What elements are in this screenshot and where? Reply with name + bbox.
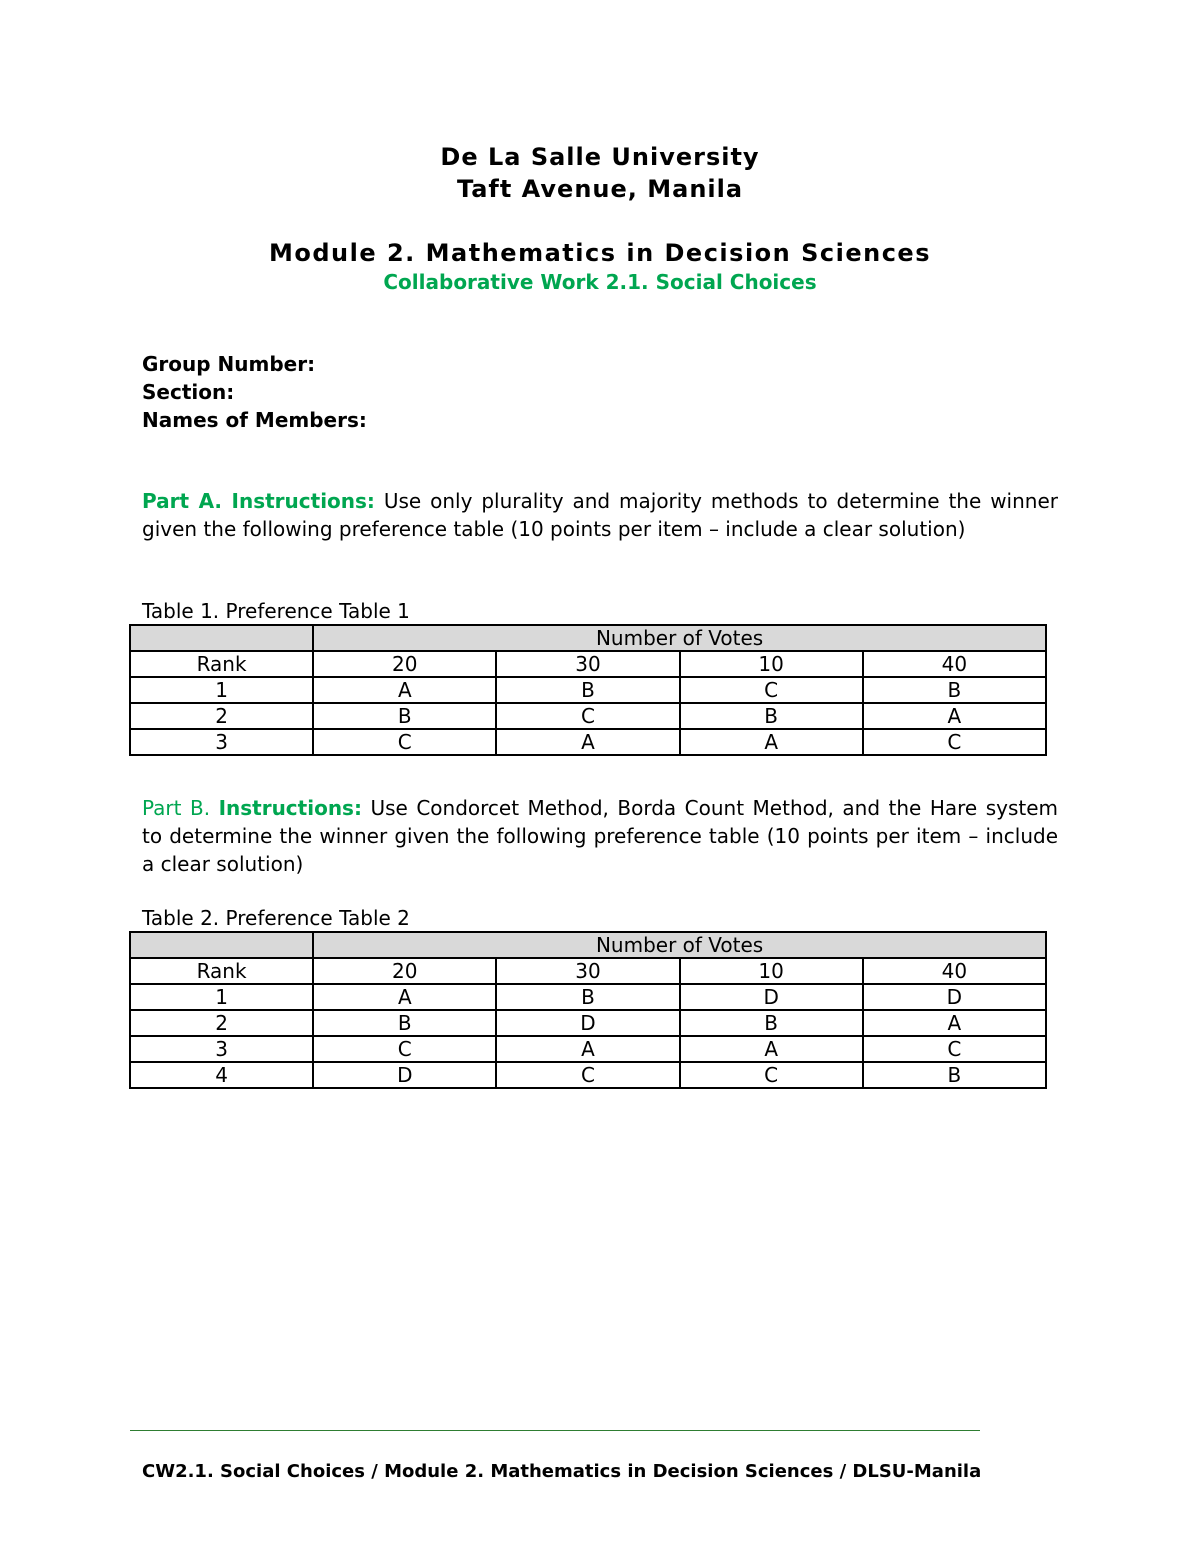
part-b-label: Part B.	[142, 796, 211, 820]
votes-cell: 20	[313, 958, 496, 984]
choice-cell: C	[863, 1036, 1046, 1062]
part-a-instructions	[142, 487, 1058, 543]
preference-table-2	[129, 931, 1047, 1089]
rank-cell: 1	[130, 984, 313, 1010]
part-a-label: Part A. Instructions:	[142, 489, 375, 513]
rank-cell: 2	[130, 1010, 313, 1036]
choice-cell: A	[680, 1036, 863, 1062]
choice-cell: B	[863, 677, 1046, 703]
footer-divider	[130, 1430, 980, 1431]
choice-cell: D	[863, 984, 1046, 1010]
choice-cell: A	[863, 703, 1046, 729]
votes-cell: 30	[496, 651, 679, 677]
rank-cell: 1	[130, 677, 313, 703]
choice-cell: A	[313, 984, 496, 1010]
table-row	[130, 677, 1046, 703]
page-footer: CW2.1. Social Choices / Module 2. Mathematics in Decision Sciences / DLSU-Manila	[142, 1461, 982, 1482]
choice-cell: C	[496, 703, 679, 729]
table-row	[130, 729, 1046, 755]
votes-cell: 30	[496, 958, 679, 984]
table-row	[130, 1010, 1046, 1036]
number-of-votes-header: Number of Votes	[313, 932, 1046, 958]
group-number-field: Group Number:	[142, 352, 316, 376]
rank-cell: 3	[130, 1036, 313, 1062]
table-row	[130, 984, 1046, 1010]
module-title: Module 2. Mathematics in Decision Sciences	[268, 239, 931, 267]
choice-cell: D	[496, 1010, 679, 1036]
university-address: Taft Avenue, Manila	[456, 175, 744, 203]
votes-cell: 10	[680, 651, 863, 677]
university-name: De La Salle University	[440, 143, 760, 171]
part-a-text: Use only plurality and majority methods to determine the winner given the following preference table (10 points per item – include a clear solution)	[142, 489, 1058, 541]
votes-cell: 20	[313, 651, 496, 677]
choice-cell: C	[313, 729, 496, 755]
rank-header: Rank	[130, 958, 313, 984]
choice-cell: A	[680, 729, 863, 755]
table-row	[130, 1062, 1046, 1088]
table2-caption: Table 2. Preference Table 2	[142, 906, 410, 930]
part-b-text: Use Condorcet Method, Borda Count Method, and the Hare system to determine the winner given the following preference table (10 points per item – include a clear solution)	[142, 796, 1059, 876]
choice-cell: A	[863, 1010, 1046, 1036]
votes-cell: 10	[680, 958, 863, 984]
preference-table-1	[129, 624, 1047, 756]
choice-cell: C	[313, 1036, 496, 1062]
table-header-row	[130, 932, 1046, 958]
choice-cell: B	[496, 677, 679, 703]
choice-cell: B	[680, 1010, 863, 1036]
table1-caption: Table 1. Preference Table 1	[142, 599, 410, 623]
blank-header-cell	[130, 932, 313, 958]
part-b-instructions-label: Instructions:	[218, 796, 362, 820]
section-field: Section:	[142, 380, 235, 404]
rank-cell: 3	[130, 729, 313, 755]
choice-cell: B	[313, 703, 496, 729]
choice-cell: A	[313, 677, 496, 703]
choice-cell: C	[863, 729, 1046, 755]
table-row	[130, 703, 1046, 729]
collab-work-title: Collaborative Work 2.1. Social Choices	[383, 270, 817, 294]
votes-cell: 40	[863, 651, 1046, 677]
number-of-votes-header: Number of Votes	[313, 625, 1046, 651]
votes-row	[130, 958, 1046, 984]
choice-cell: B	[313, 1010, 496, 1036]
part-b-instructions	[142, 794, 1058, 878]
choice-cell: C	[680, 677, 863, 703]
rank-cell: 2	[130, 703, 313, 729]
choice-cell: A	[496, 729, 679, 755]
names-of-members-field: Names of Members:	[142, 408, 367, 432]
choice-cell: C	[496, 1062, 679, 1088]
choice-cell: D	[313, 1062, 496, 1088]
choice-cell: B	[496, 984, 679, 1010]
table-header-row	[130, 625, 1046, 651]
choice-cell: D	[680, 984, 863, 1010]
blank-header-cell	[130, 625, 313, 651]
choice-cell: C	[680, 1062, 863, 1088]
choice-cell: B	[680, 703, 863, 729]
choice-cell: B	[863, 1062, 1046, 1088]
choice-cell: A	[496, 1036, 679, 1062]
votes-cell: 40	[863, 958, 1046, 984]
votes-row	[130, 651, 1046, 677]
table-row	[130, 1036, 1046, 1062]
rank-header: Rank	[130, 651, 313, 677]
rank-cell: 4	[130, 1062, 313, 1088]
